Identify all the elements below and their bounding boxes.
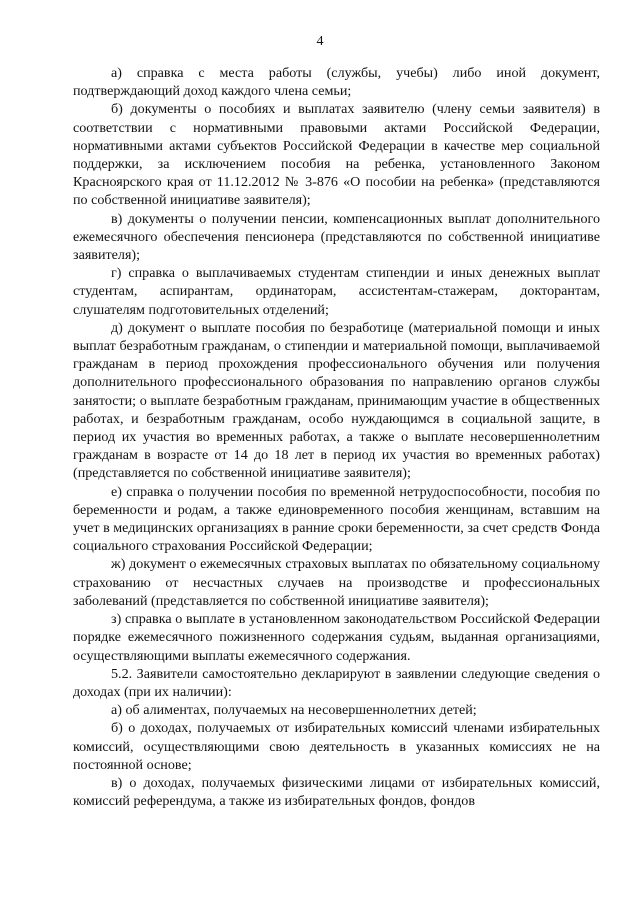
document-body [73,64,600,810]
paragraph-item-d: д) документ о выплате пособия по безработице (материальной помощи и иных выплат безработным гражданам, о стипендии и материальной помощи, выплачиваемой гражданам в период прохождения профессионального обучения или получения дополнительного профессионального образования по направлению органов службы занятости; о выплате безработным гражданам, принимающим участие в общественных работах, и безработным гражданам, особо нуждающимся в социальной защите, в период их участия во временных работах, а также о выплате несовершеннолетним гражданам в возрасте от 14 до 18 лет в период их участия во временных работах) (представляется по собственной инициативе заявителя); [73,319,600,482]
paragraph-item-z: з) справка о выплате в установленном законодательством Российской Федерации порядке ежемесячного пожизненного содержания судьям, выданная организациями, осуществляющими выплаты ежемесячного содержания. [73,611,600,664]
paragraph-item-e: е) справка о получении пособия по временной нетрудоспособности, пособия по беременности и родам, а также единовременного пособия женщинам, вставшим на учет в медицинских организациях в ранние сроки беременности, за счет средств Фонда социального страхования Российской Федерации; [73,483,600,555]
page-number: 4 [316,34,324,49]
paragraph-income-v: в) о доходах, получаемых физическими лицами от избирательных комиссий, комиссий референдума, а также из избирательных фондов, фондов [73,774,600,810]
paragraph-item-b: б) документы о пособиях и выплатах заявителю (члену семьи заявителя) в соответствии с нормативными правовыми актами Российской Федерации, нормативными актами субъектов Российской Федерации в качестве мер социальной поддержки, за исключением пособия на ребенка, установленного Законом Красноярского края от 11.12.2012 № 3-876 «О пособии на ребенка» (представляются по собственной инициативе заявителя); [73,101,600,209]
paragraph-item-zh: ж) документ о ежемесячных страховых выплатах по обязательному социальному страхованию от несчастных случаев на производстве и профессиональных заболеваний (представляется по собственной инициативе заявителя); [73,556,600,609]
paragraph-section-5-2: 5.2. Заявители самостоятельно декларируют в заявлении следующие сведения о доходах (при их наличии): [73,665,600,700]
paragraph-income-a: а) об алиментах, получаемых на несовершеннолетних детей; [111,702,477,719]
paragraph-item-a: а) справка с места работы (службы, учебы) либо иной документ, подтверждающий доход каждого члена семьи; [73,65,600,100]
paragraph-item-v: в) документы о получении пенсии, компенсационных выплат дополнительного ежемесячного обеспечения пенсионера (представляются по собственной инициативе заявителя); [73,210,600,264]
paragraph-income-b: б) о доходах, получаемых от избирательных комиссий членами избирательных комиссий, осуществляющими свою деятельность в указанных комиссиях не на постоянной основе; [73,720,600,773]
paragraph-item-g: г) справка о выплачиваемых студентам стипендии и иных денежных выплат студентам, аспирантам, ординаторам, ассистентам-стажерам, докторантам, слушателям подготовительных отделений; [73,265,600,318]
